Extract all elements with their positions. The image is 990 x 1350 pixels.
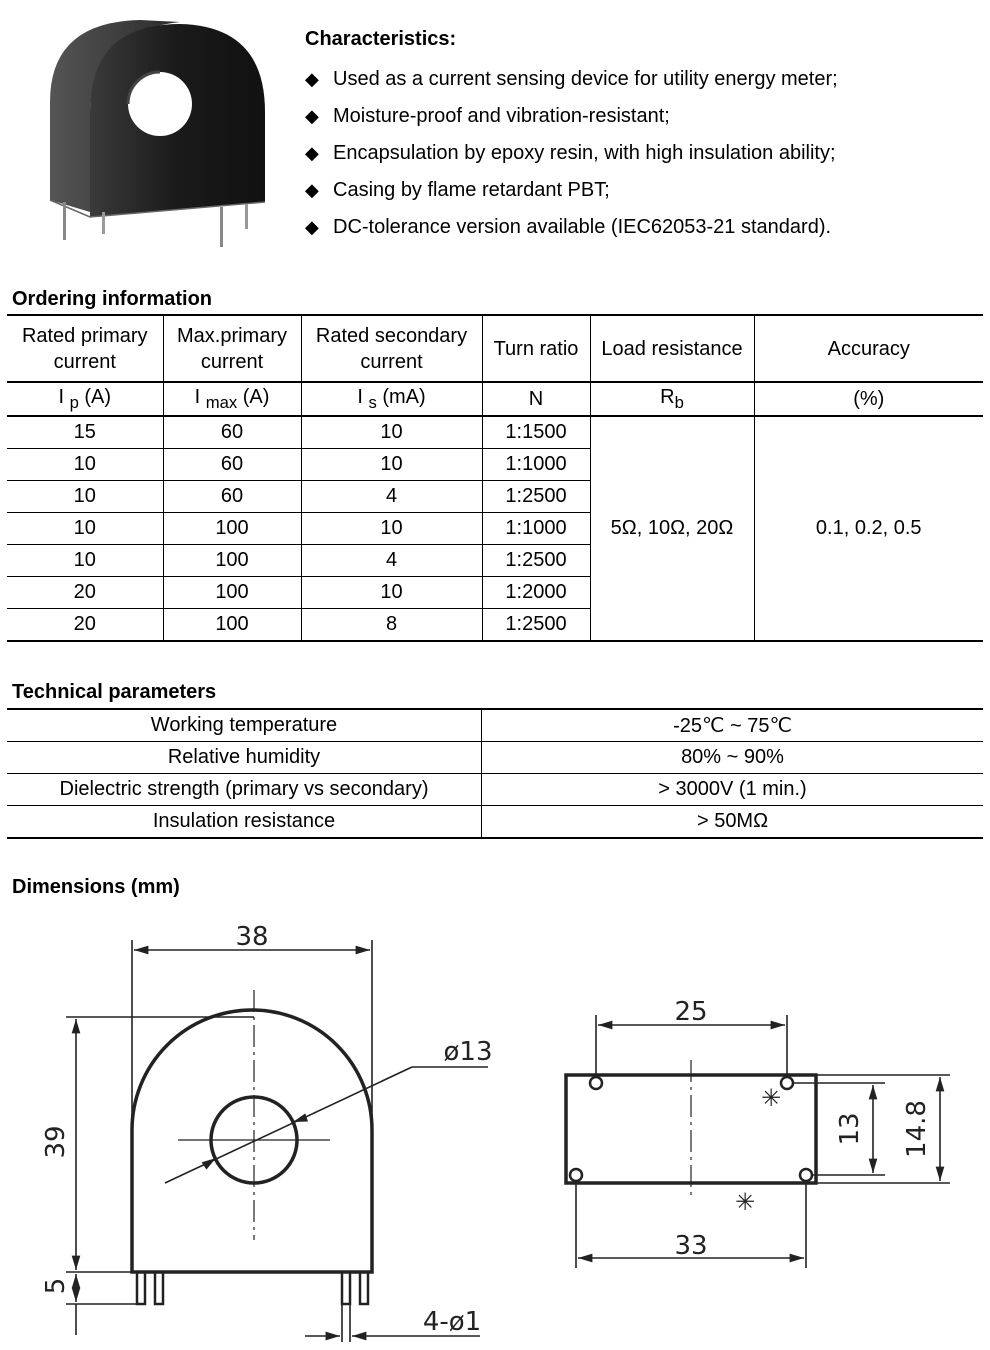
table-units-row [7, 382, 983, 416]
col-header-accuracy: Accuracy [754, 315, 983, 382]
dim-pin-length-label: 5 [41, 1277, 71, 1295]
front-view-outline [132, 1010, 372, 1272]
load-resistance-cell: 5Ω, 10Ω, 20Ω [590, 416, 754, 641]
characteristic-item: ◆ Casing by flame retardant PBT; [305, 172, 975, 209]
dim-depth-label: 14.8 [902, 1100, 932, 1158]
diamond-bullet-icon: ◆ [305, 106, 319, 126]
table-header-row [7, 315, 983, 382]
col-header-turn-ratio: Turn ratio [482, 315, 590, 382]
unit-imax: I $_{max}$ (A) [163, 382, 301, 416]
characteristic-item: ◆ Encapsulation by epoxy resin, with high insulation ability; [305, 135, 975, 172]
characteristics-title: Characteristics: [305, 28, 457, 50]
product-image [30, 12, 270, 252]
characteristic-item: ◆ Moisture-proof and vibration-resistant; [305, 98, 975, 135]
dim-pins-label: 4-ø1 [422, 1307, 482, 1337]
dim-row-spacing-label: 13 [835, 1112, 865, 1146]
unit-is: I $_s$ (mA) [301, 382, 482, 416]
characteristic-item: ◆ Used as a current sensing device for utility energy meter; [305, 61, 975, 98]
dim-height-label: 39 [41, 1125, 71, 1159]
ordering-table [7, 314, 983, 642]
dim-pin-spacing-bottom-label: 33 [674, 1231, 708, 1261]
table-row: 15 60 10 1:1500 5Ω, 10Ω, 20Ω 0.1, 0.2, 0.5 [7, 416, 983, 449]
unit-accuracy: (%) [754, 382, 983, 416]
dimension-drawing [0, 900, 990, 1350]
table-row: 20 100 8 1:2500 [7, 609, 983, 642]
diamond-bullet-icon: ◆ [305, 217, 319, 237]
diamond-bullet-icon: ◆ [305, 69, 319, 89]
technical-title: Technical parameters [12, 681, 217, 703]
dimensions-title: Dimensions (mm) [12, 876, 180, 898]
table-row: 20 100 10 1:2000 [7, 577, 983, 609]
unit-n: N [482, 382, 590, 416]
table-row: 10 60 4 1:2500 [7, 481, 983, 513]
table-row: Relative humidity 80% ~ 90% [7, 742, 983, 774]
table-row: 10 60 10 1:1000 [7, 449, 983, 481]
dim-width-label: 38 [235, 922, 269, 952]
col-header-rated-primary: Rated primary current [7, 315, 163, 382]
diamond-bullet-icon: ◆ [305, 180, 319, 200]
dim-pin-spacing-top-label: 25 [674, 997, 708, 1027]
table-row: Insulation resistance > 50MΩ [7, 806, 983, 839]
accuracy-cell: 0.1, 0.2, 0.5 [754, 416, 983, 641]
unit-rb: $R_b$ [590, 382, 754, 416]
diamond-bullet-icon: ◆ [305, 143, 319, 163]
characteristics-section [305, 28, 975, 246]
col-header-load-resistance: Load resistance [590, 315, 754, 382]
ordering-title: Ordering information [12, 288, 212, 310]
col-header-rated-secondary: Rated secondary current [301, 315, 482, 382]
characteristic-item: ◆ DC-tolerance version available (IEC62053-21 standard). [305, 209, 975, 246]
technical-table [7, 708, 983, 839]
asterisk-mark-icon: ✳ [734, 1188, 756, 1216]
unit-ip: I $_p$ (A) [7, 382, 163, 416]
table-row: Dielectric strength (primary vs secondary) > 3000V (1 min.) [7, 774, 983, 806]
dim-hole-label: ø13 [443, 1037, 493, 1067]
front-view-pins [137, 1272, 368, 1304]
col-header-max-primary: Max.primary current [163, 315, 301, 382]
characteristics-list [305, 61, 975, 246]
table-row: 10 100 10 1:1000 [7, 513, 983, 545]
table-row: 10 100 4 1:2500 [7, 545, 983, 577]
table-row: Working temperature -25℃ ~ 75℃ [7, 709, 983, 742]
asterisk-mark-icon: ✳ [760, 1084, 782, 1112]
